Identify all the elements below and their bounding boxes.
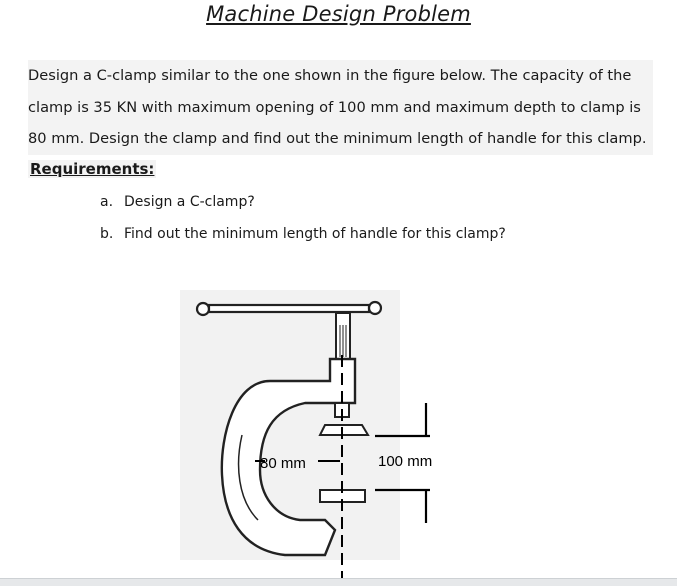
requirements-heading: Requirements:	[30, 160, 155, 178]
requirement-text: Design a C-clamp?	[124, 194, 255, 210]
requirement-item-b	[100, 226, 506, 242]
c-clamp-figure	[180, 285, 480, 585]
problem-statement	[28, 60, 653, 155]
paragraph-line-1: Design a C-clamp similar to the one shown in the figure below. The capacity of the	[28, 60, 653, 92]
page-title: Machine Design Problem	[206, 2, 471, 26]
paragraph-line-2: clamp is 35 KN with maximum opening of 100 mm and maximum depth to clamp is	[28, 92, 653, 124]
requirement-text: Find out the minimum length of handle for this clamp?	[124, 226, 506, 242]
requirement-item-a	[100, 194, 255, 210]
paragraph-line-3: 80 mm. Design the clamp and find out the minimum length of handle for this clamp.	[28, 123, 653, 155]
requirement-marker: b.	[100, 226, 114, 242]
swivel-pad	[320, 425, 368, 435]
handle-bar	[197, 302, 381, 315]
depth-label: 80 mm	[260, 455, 306, 472]
requirement-marker: a.	[100, 194, 114, 210]
opening-label: 100 mm	[378, 453, 433, 470]
